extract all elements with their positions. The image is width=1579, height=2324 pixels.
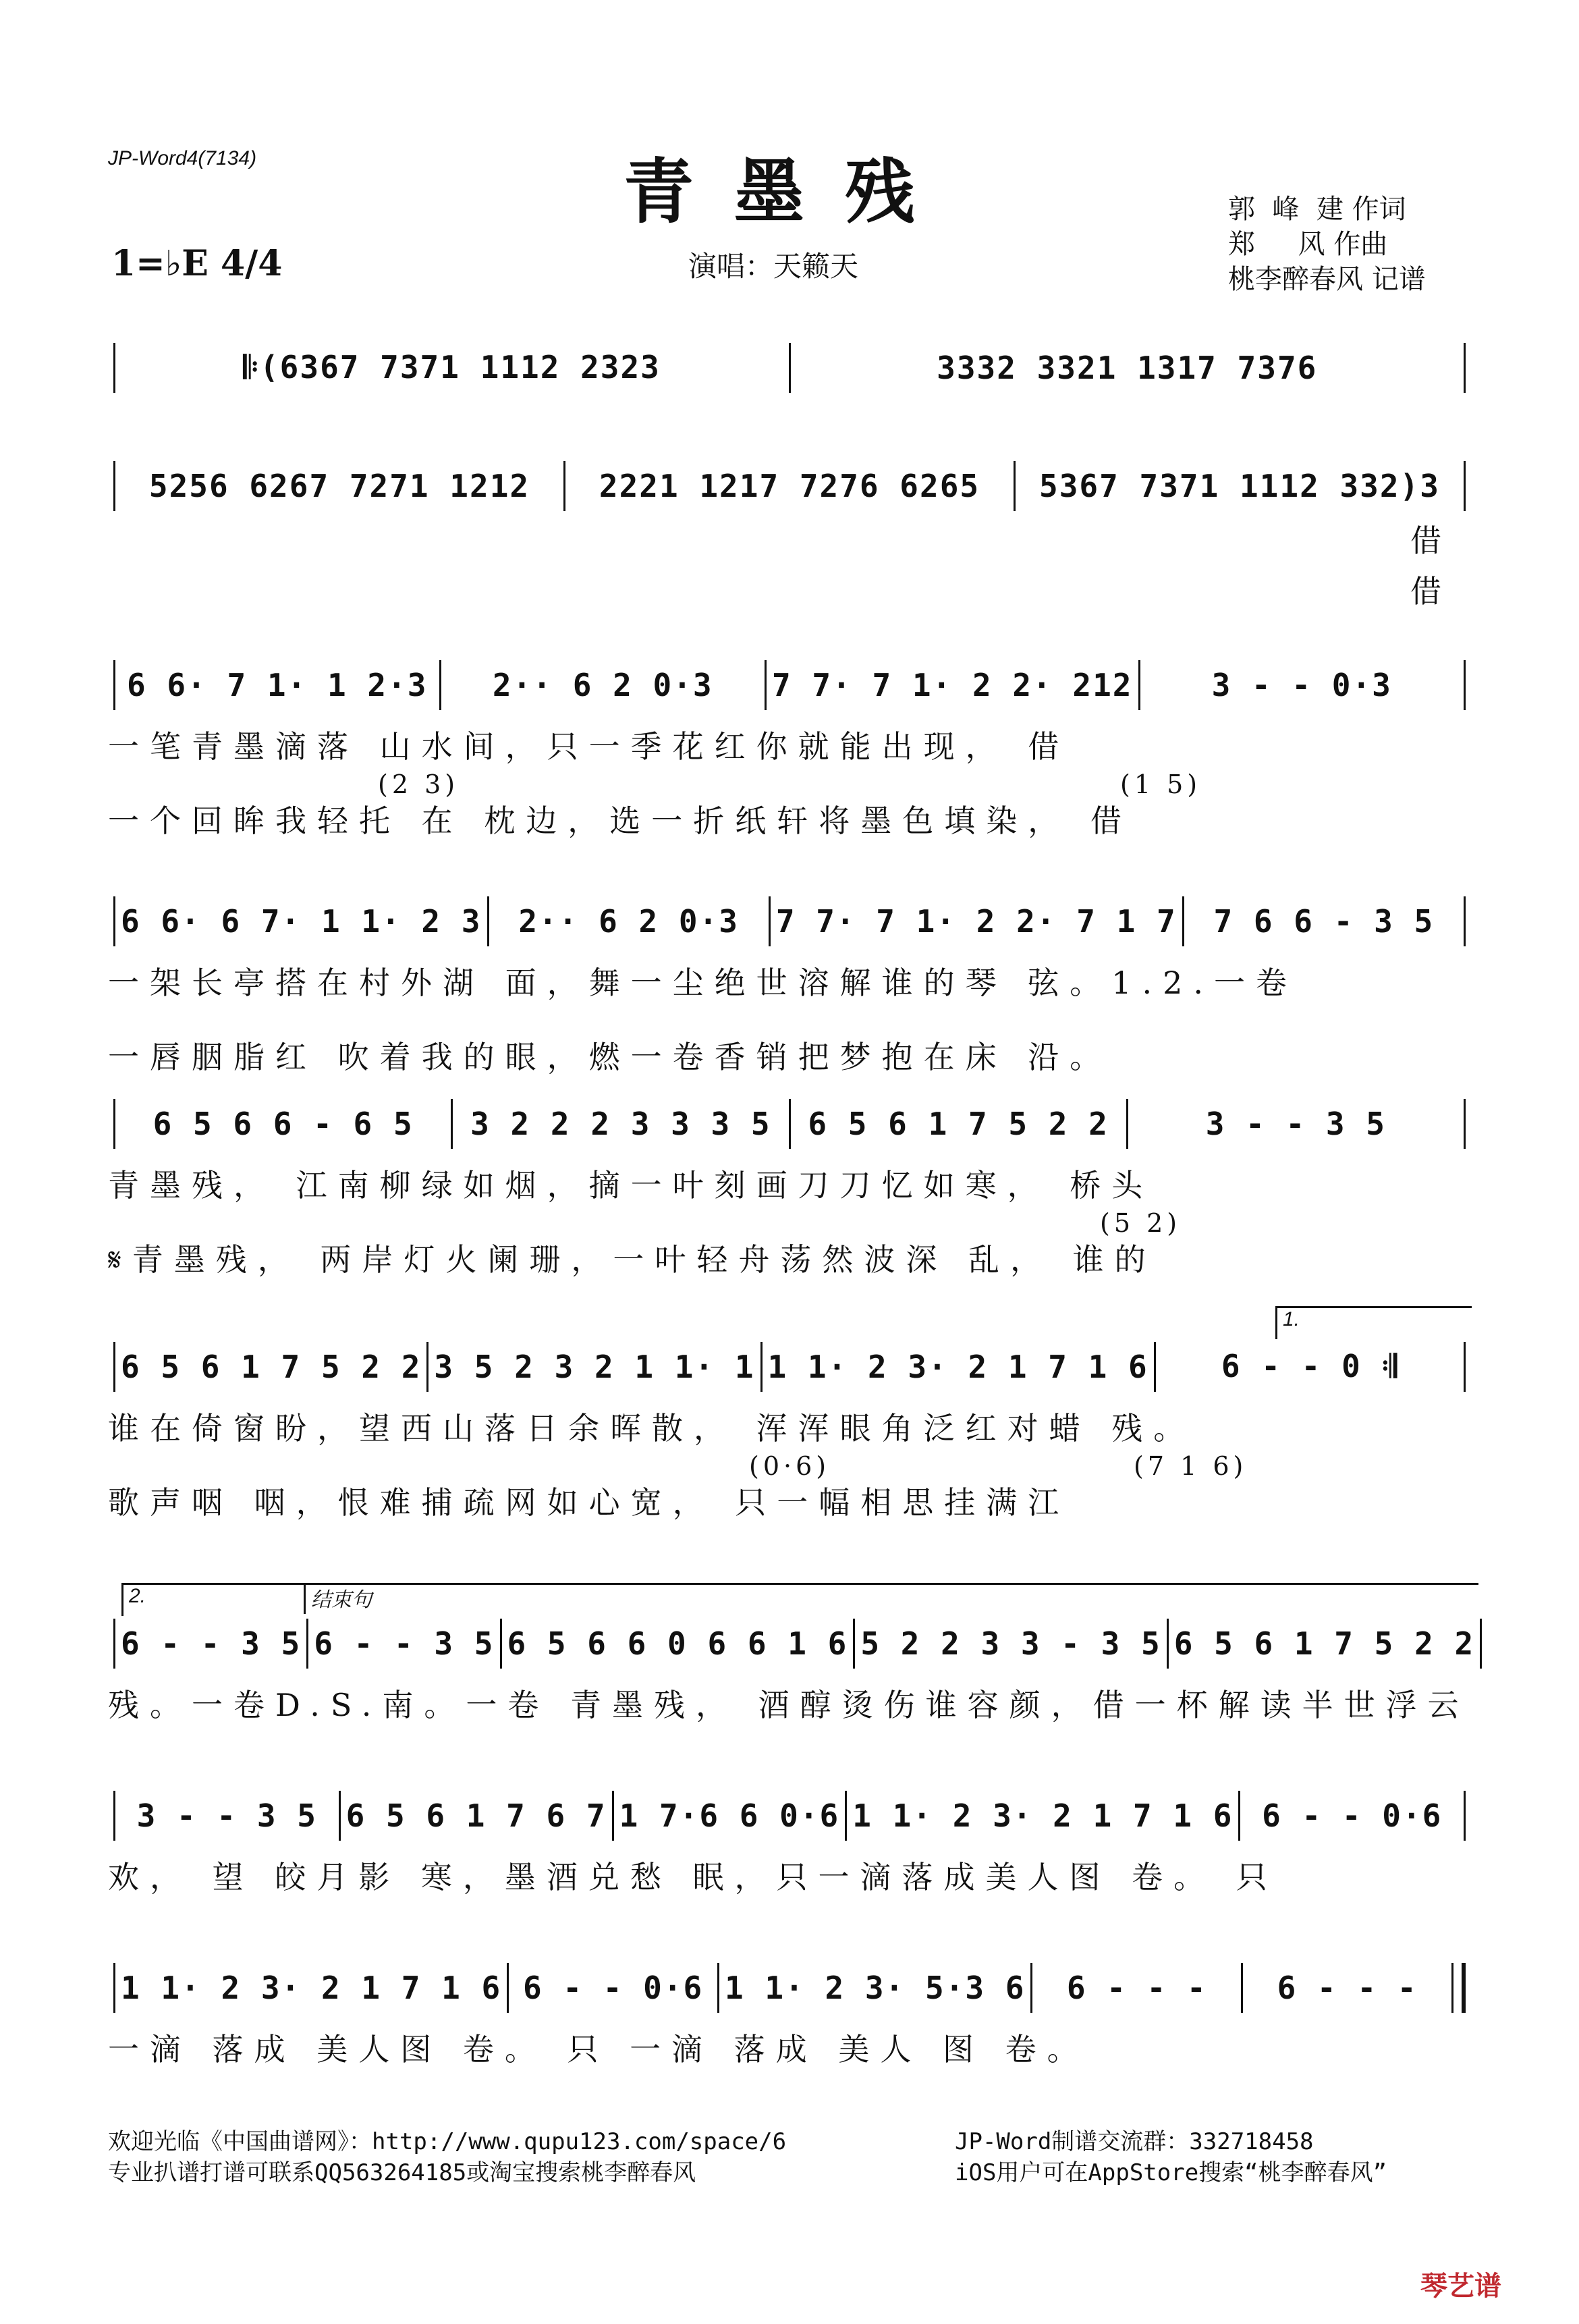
lyric-line: 一笔青墨滴落 山水间，只一季花红你就能出现， 借: [108, 728, 1070, 765]
footer-line: 欢迎光临《中国曲谱网》：http://www.qupu123.com/space/6: [108, 2128, 787, 2155]
barline: [113, 1099, 115, 1149]
notes-row: [108, 1340, 1471, 1394]
measure: 6 - - 3 5: [314, 1625, 495, 1662]
notes-row: [108, 1617, 1475, 1671]
barline: [439, 660, 441, 710]
measure: 7 6 6 - 3 5: [1213, 903, 1435, 940]
lyric-line: 歌声咽 咽，恨难捕疏网如心宽， 只一幅相思挂满江: [108, 1484, 1070, 1521]
measure: 3 - - 0·3: [1211, 667, 1392, 703]
measure: 6 - - 3 5: [121, 1625, 302, 1662]
volta-bracket: 2.: [121, 1583, 1478, 1616]
lyric-line: 借: [1410, 522, 1452, 559]
barline: [113, 1619, 115, 1669]
measure: 1 7·6 6 0·6: [619, 1798, 840, 1834]
barline: [1464, 1099, 1466, 1149]
barline: [1451, 1963, 1466, 2013]
measure: 5 2 2 3 3 - 3 5: [860, 1625, 1161, 1662]
measure: 1 1· 2 3· 2 1 7 1 6: [767, 1349, 1148, 1385]
barline: [853, 1619, 855, 1669]
measure: 1 1· 2 3· 2 1 7 1 6: [121, 1970, 502, 2006]
measure: 2·· 6 2 0·3: [518, 903, 739, 940]
measure: 1 1· 2 3· 2 1 7 1 6: [852, 1798, 1234, 1834]
barline: [769, 896, 771, 946]
measure: 6 5 6 1 7 5 2 2: [1173, 1625, 1475, 1662]
notes-row: [108, 894, 1471, 948]
lyric-line: 欢， 望 皎月影 寒，墨酒兑愁 眠，只一滴落成美人图 卷。 只: [108, 1859, 1278, 1895]
barline: [1126, 1099, 1128, 1149]
coda-label: 结束句: [304, 1583, 1472, 1614]
transcriber-credit: 桃李醉春风 记谱: [1228, 264, 1426, 295]
measure: 6 5 6 1 7 5 2 2: [808, 1106, 1109, 1142]
measure: 6 - - 0 𝄇: [1221, 1348, 1398, 1384]
footer-left: [108, 2126, 786, 2188]
measure: 3 2 2 2 3 3 3 5: [470, 1106, 771, 1142]
song-title: 青墨残: [623, 150, 955, 233]
footer-line: iOS用户可在AppStore搜索“桃李醉春风”: [955, 2159, 1387, 2186]
notes-row: [108, 459, 1471, 513]
measure: 6 - - 0·6: [522, 1970, 704, 2006]
measure: 2·· 6 2 0·3: [492, 667, 713, 703]
notes-row: [108, 1789, 1471, 1843]
measure: 3 - - 3 5: [136, 1798, 317, 1834]
barline: [1480, 1619, 1482, 1669]
barline: [789, 343, 791, 393]
measure: 6 5 6 1 7 6 7: [345, 1798, 607, 1834]
measure: 1 1· 2 3· 5·3 6: [725, 1970, 1026, 2006]
composer-credit: 郑 风 作曲: [1228, 229, 1388, 260]
volta-bracket: 1.: [1275, 1306, 1472, 1339]
barline: [789, 1099, 791, 1149]
barline: [717, 1963, 719, 2013]
measure: 6 5 6 6 0 6 6 1 6: [507, 1625, 848, 1662]
variant-notes: (2 3): [378, 769, 460, 799]
lyric-line: 残。一卷D.S.南。一卷 青墨残， 酒醇烫伤谁容颜，借一杯解读半世浮云: [108, 1687, 1470, 1723]
barline: [1464, 1791, 1466, 1841]
barline: [760, 1342, 763, 1392]
variant-notes: (5 2): [1100, 1208, 1182, 1238]
measure: 3 5 2 3 2 1 1· 1: [434, 1349, 755, 1385]
barline: [1464, 343, 1466, 393]
barline: [113, 461, 115, 511]
barline: [1238, 1791, 1240, 1841]
barline: [487, 896, 489, 946]
notes-row: [108, 658, 1471, 712]
barline: [426, 1342, 428, 1392]
lyricist-credit: 郭 峰 建 作词: [1228, 194, 1406, 225]
lyric-line: 一个回眸我轻托 在 枕边，选一折纸轩将墨色填染， 借: [108, 803, 1132, 839]
barline: [113, 1791, 115, 1841]
barline: [845, 1791, 847, 1841]
measure: 6 5 6 1 7 5 2 2: [121, 1349, 422, 1385]
credits-block: [1228, 192, 1426, 297]
barline: [1464, 896, 1466, 946]
footer-line: 专业扒谱打谱可联系QQ563264185或淘宝搜索桃李醉春风: [108, 2159, 696, 2186]
barline: [1182, 896, 1184, 946]
variant-notes: (1 5): [1120, 769, 1202, 799]
software-label: JP-Word4(7134): [108, 147, 257, 169]
barline: [113, 660, 115, 710]
barline: [451, 1099, 453, 1149]
measure: 6 - - 0·6: [1262, 1798, 1443, 1834]
barline: [765, 660, 767, 710]
notes-row: [108, 1961, 1471, 2015]
lyric-line: 一唇胭脂红 吹着我的眼，燃一卷香销把梦抱在床 沿。: [108, 1039, 1112, 1075]
lyric-line: 谁在倚窗盼，望西山落日余晖散， 浑浑眼角泛红对蜡 残。: [108, 1410, 1196, 1447]
barline: [1138, 660, 1140, 710]
barline: [113, 1963, 115, 2013]
measure: 5367 7371 1112 332)3: [1039, 468, 1440, 504]
measure: 3332 3321 1317 7376: [937, 350, 1318, 386]
measure: 𝄆(6367 7371 1112 2323: [243, 349, 661, 385]
measure: 6 5 6 6 - 6 5: [153, 1106, 414, 1142]
measure: 6 - - -: [1277, 1970, 1418, 2006]
barline: [113, 343, 115, 393]
footer-line: JP-Word制谱交流群：332718458: [955, 2128, 1314, 2155]
barline: [339, 1791, 341, 1841]
measure: 3 - - 3 5: [1205, 1106, 1386, 1142]
measure: 6 - - -: [1066, 1970, 1207, 2006]
lyric-line: 青墨残， 江南柳绿如烟，摘一叶刻画刀刀忆如寒， 桥头: [108, 1167, 1154, 1204]
barline: [1241, 1963, 1243, 2013]
variant-notes: (7 1 6): [1134, 1451, 1248, 1481]
barline: [563, 461, 565, 511]
singer-credit: 演唱：天籁天: [688, 250, 859, 283]
notes-row: [108, 1097, 1471, 1151]
key-signature: 1=♭E 4/4: [111, 243, 283, 284]
barline: [113, 1342, 115, 1392]
barline: [1014, 461, 1016, 511]
measure: 2221 1217 7276 6265: [599, 468, 980, 504]
measure: 5256 6267 7271 1212: [148, 468, 530, 504]
footer-right: [955, 2126, 1387, 2188]
barline: [1464, 1342, 1466, 1392]
measure: 7 7· 7 1· 2 2· 212: [772, 667, 1133, 703]
barline: [1464, 461, 1466, 511]
barline: [1154, 1342, 1156, 1392]
measure: 7 7· 7 1· 2 2· 7 1 7: [775, 903, 1177, 940]
barline: [500, 1619, 502, 1669]
lyric-line: 借: [1410, 573, 1452, 610]
variant-notes: (0·6): [749, 1451, 831, 1481]
notes-row: [108, 341, 1471, 395]
barline: [306, 1619, 308, 1669]
measure: 6 6· 6 7· 1 1· 2 3: [121, 903, 482, 940]
lyric-line: 一架长亭搭在村外湖 面，舞一尘绝世溶解谁的琴 弦。1.2.一卷: [108, 965, 1298, 1001]
barline: [1030, 1963, 1032, 2013]
barline: [612, 1791, 614, 1841]
site-logo: 琴艺谱: [1420, 2271, 1501, 2302]
measure: 6 6· 7 1· 1 2·3: [127, 667, 428, 703]
barline: [1167, 1619, 1169, 1669]
lyric-line: 一滴 落成 美人图 卷。 只 一滴 落成 美人 图 卷。: [108, 2031, 1089, 2068]
barline: [1464, 660, 1466, 710]
barline: [113, 896, 115, 946]
barline: [507, 1963, 509, 2013]
lyric-line: 𝄋青墨残， 两岸灯火阑珊，一叶轻舟荡然波深 乱， 谁的: [108, 1241, 1157, 1278]
